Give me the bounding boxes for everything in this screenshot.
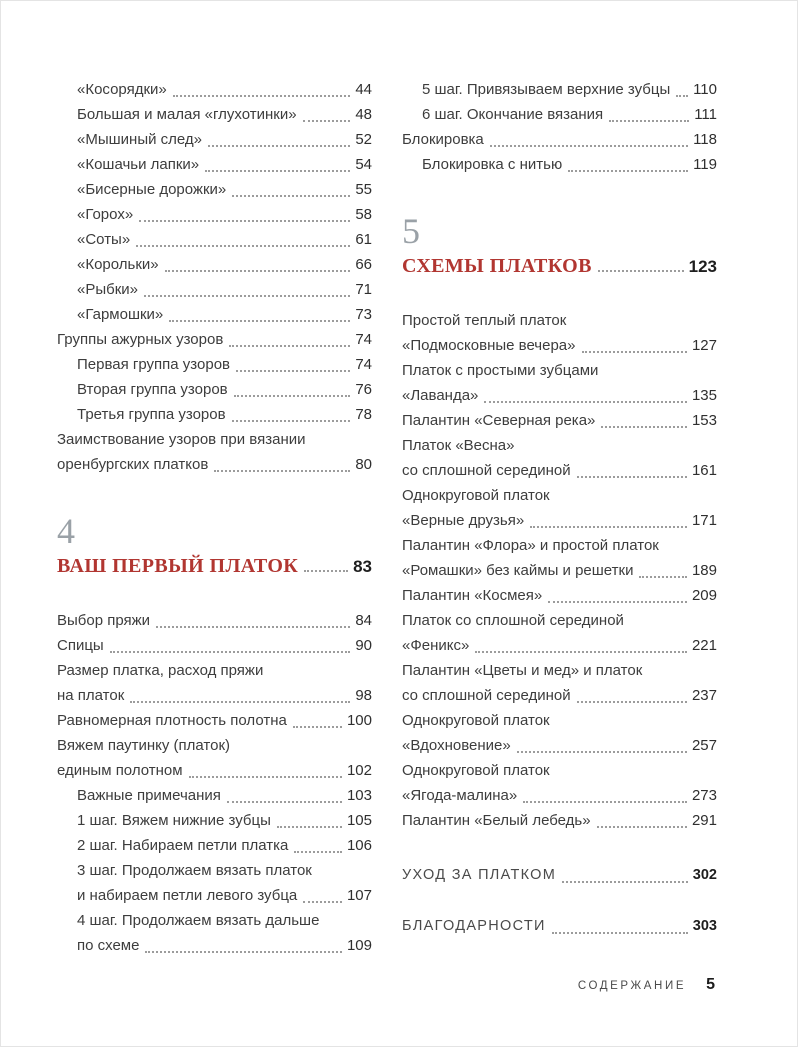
dot-leader (601, 426, 687, 428)
dot-leader (130, 701, 350, 703)
toc-entry-text: «Кошачьи лапки» (77, 156, 200, 173)
toc-entry-text: Спицы (57, 637, 104, 654)
toc-page-number: 58 (355, 206, 372, 223)
toc-entry-lastline (77, 77, 372, 102)
toc-entry-lastline (402, 583, 717, 608)
toc-entry-text: Блокировка (402, 131, 484, 148)
section-title-row (402, 255, 717, 278)
dot-leader (490, 145, 688, 147)
toc-entry (57, 708, 372, 733)
toc-entry-text: Платок с простыми зубцами (402, 362, 599, 379)
toc-entry (57, 808, 372, 833)
toc-entry-text: Платок «Весна» (402, 437, 515, 454)
toc-entry (402, 77, 717, 102)
section-number: 5 (402, 211, 420, 251)
dot-leader (234, 395, 351, 397)
toc-entry-text: Группы ажурных узоров (57, 331, 224, 348)
toc-entry-lastline (402, 508, 717, 533)
toc-entry-lastline (57, 633, 372, 658)
dot-leader (214, 470, 350, 472)
toc-entry-lastline (402, 633, 717, 658)
toc-entry-text: Однокруговой платок (402, 487, 550, 504)
toc-page-number: 161 (691, 462, 717, 479)
dot-leader (293, 726, 342, 728)
toc-page-number: 209 (691, 587, 717, 604)
toc-entry-text: 2 шаг. Набираем петли платка (77, 837, 289, 854)
toc-page-number: 80 (355, 456, 372, 473)
toc-page-number: 66 (355, 256, 372, 273)
toc-page-number: 119 (693, 156, 717, 173)
toc-page-number: 153 (691, 412, 717, 429)
toc-page-number: 100 (346, 712, 372, 729)
toc-entry-lastline (77, 127, 372, 152)
toc-entry (402, 408, 717, 433)
toc-entry-text: оренбургских платков (57, 456, 209, 473)
toc-page-number: 52 (355, 131, 372, 148)
dot-leader (208, 145, 350, 147)
toc-page-number: 98 (355, 687, 372, 704)
toc-entry (57, 202, 372, 227)
toc-entry-lastline (77, 352, 372, 377)
toc-page-number: 48 (355, 106, 372, 123)
toc-page-number: 61 (355, 231, 372, 248)
toc-entry (57, 227, 372, 252)
toc-entry-text: Важные примечания (77, 787, 221, 804)
toc-entry-lastline (77, 933, 372, 958)
toc-entry-text: Палантин «Белый лебедь» (402, 812, 591, 829)
toc-page-number: 103 (346, 787, 372, 804)
toc-entry (402, 658, 717, 708)
toc-entry-text: УХОД ЗА ПЛАТКОМ (402, 867, 557, 883)
toc-entry (57, 302, 372, 327)
toc-entry (402, 608, 717, 658)
toc-entry (57, 908, 372, 958)
toc-entry-text: Однокруговой платок (402, 762, 550, 779)
dot-leader (577, 701, 687, 703)
toc-entry-lastline (77, 402, 372, 427)
toc-entry-text: 3 шаг. Продолжаем вязать платок (77, 862, 312, 879)
toc-entry-lastline (77, 202, 372, 227)
toc-entry-text: Палантин «Космея» (402, 587, 543, 604)
dot-leader (169, 320, 350, 322)
toc-entry-text: «Подмосковные вечера» (402, 337, 576, 354)
dot-leader (294, 851, 342, 853)
toc-entry-text: «Косорядки» (77, 81, 167, 98)
toc-entry-lastline (402, 914, 717, 939)
toc-entry-text: Вяжем паутинку (платок) (57, 737, 231, 754)
toc-entry-lastline (77, 377, 372, 402)
toc-entry-text: Вторая группа узоров (77, 381, 228, 398)
toc-page-number: 127 (691, 337, 717, 354)
toc-entry-lastline (402, 733, 717, 758)
dot-leader (110, 651, 351, 653)
dot-leader (568, 170, 688, 172)
dot-leader (304, 570, 348, 572)
toc-columns (1, 1, 797, 958)
dot-leader (227, 801, 342, 803)
toc-entry (57, 177, 372, 202)
toc-page-number: 107 (346, 887, 372, 904)
dot-leader (598, 270, 684, 272)
toc-entry (57, 277, 372, 302)
toc-entry (402, 583, 717, 608)
footer-page-number: 5 (706, 976, 715, 993)
toc-entry (402, 102, 717, 127)
toc-entry-lastline (57, 608, 372, 633)
toc-entry-lastline (77, 102, 372, 127)
toc-entry-text: Палантин «Цветы и мед» и платок (402, 662, 643, 679)
toc-entry-lastline (57, 708, 372, 733)
section-title: ВАШ ПЕРВЫЙ ПЛАТОК (57, 555, 299, 577)
toc-entry (402, 708, 717, 758)
toc-entry-text: 1 шаг. Вяжем нижние зубцы (77, 812, 271, 829)
toc-entry-lastline (77, 227, 372, 252)
toc-entry-text: 5 шаг. Привязываем верхние зубцы (422, 81, 671, 98)
dot-leader (145, 951, 342, 953)
page-footer (578, 976, 715, 994)
toc-entry-text: «Горох» (77, 206, 134, 223)
toc-entry-lastline (77, 152, 372, 177)
dot-leader (165, 270, 351, 272)
toc-entry-lastline (57, 758, 372, 783)
toc-page-number: 106 (346, 837, 372, 854)
toc-entry-lastline (402, 383, 717, 408)
toc-entry-text: «Ягода-малина» (402, 787, 518, 804)
toc-entry-lastline (402, 863, 717, 888)
toc-page-number: 302 (692, 867, 717, 883)
toc-page-number: 74 (355, 356, 372, 373)
toc-page-number: 54 (355, 156, 372, 173)
dot-leader (484, 401, 687, 403)
section-header (57, 511, 372, 578)
toc-entry-text: «Верные друзья» (402, 512, 525, 529)
toc-page-number: 78 (355, 406, 372, 423)
toc-entry (57, 377, 372, 402)
dot-leader (676, 95, 688, 97)
toc-entry-text: Размер платка, расход пряжи (57, 662, 264, 679)
toc-page-number: 135 (691, 387, 717, 404)
toc-entry-text: по схеме (77, 937, 140, 954)
toc-entry (402, 152, 717, 177)
section-page-number: 123 (688, 257, 717, 276)
dot-leader (577, 476, 687, 478)
toc-entry (57, 658, 372, 708)
toc-entry (57, 733, 372, 783)
dot-leader (189, 776, 342, 778)
toc-entry (57, 858, 372, 908)
toc-entry-text: со сплошной серединой (402, 462, 571, 479)
toc-entry (57, 427, 372, 477)
toc-entry (402, 127, 717, 152)
toc-page-number: 71 (355, 281, 372, 298)
toc-entry-text: «Вдохновение» (402, 737, 511, 754)
toc-entry (402, 433, 717, 483)
toc-entry-lastline (402, 127, 717, 152)
toc-entry-text: Блокировка с нитью (422, 156, 563, 173)
toc-entry-lastline (57, 452, 372, 477)
toc-page-number: 110 (693, 81, 717, 98)
toc-entry (402, 483, 717, 533)
toc-entry (57, 102, 372, 127)
dot-leader (562, 881, 688, 883)
dot-leader (639, 576, 687, 578)
dot-leader (229, 345, 350, 347)
toc-entry-lastline (77, 883, 372, 908)
toc-entry-text: Равномерная плотность полотна (57, 712, 287, 729)
toc-page-number: 221 (691, 637, 717, 654)
dot-leader (139, 220, 350, 222)
toc-page-number: 105 (346, 812, 372, 829)
toc-page-number: 273 (691, 787, 717, 804)
toc-entry-lastline (402, 558, 717, 583)
toc-entry-lastline (57, 683, 372, 708)
toc-entry-text: «Ромашки» без каймы и решетки (402, 562, 634, 579)
toc-entry-lastline (402, 408, 717, 433)
toc-page-number: 111 (694, 106, 717, 123)
toc-entry-text: Простой теплый платок (402, 312, 567, 329)
toc-page-number: 74 (355, 331, 372, 348)
dot-leader (144, 295, 350, 297)
toc-entry (57, 352, 372, 377)
toc-entry (402, 914, 717, 939)
dot-leader (303, 901, 342, 903)
toc-entry-lastline (422, 152, 717, 177)
dot-leader (523, 801, 687, 803)
section-title: СХЕМЫ ПЛАТКОВ (402, 255, 592, 277)
toc-entry-lastline (57, 327, 372, 352)
dot-leader (232, 420, 351, 422)
toc-page-number: 291 (691, 812, 717, 829)
dot-leader (173, 95, 351, 97)
dot-leader (232, 195, 350, 197)
toc-entry-lastline (402, 333, 717, 358)
toc-entry-text: «Корольки» (77, 256, 159, 273)
toc-page-number: 73 (355, 306, 372, 323)
footer-section-label: СОДЕРЖАНИЕ (577, 980, 687, 992)
toc-entry-lastline (77, 833, 372, 858)
toc-entry-text: и набираем петли левого зубца (77, 887, 298, 904)
toc-entry (402, 533, 717, 583)
toc-page-number: 90 (355, 637, 372, 654)
toc-entry-lastline (422, 77, 717, 102)
toc-entry-lastline (422, 102, 717, 127)
toc-entry (57, 783, 372, 808)
toc-entry-text: «Лаванда» (402, 387, 479, 404)
toc-entry-lastline (77, 177, 372, 202)
section-number: 4 (57, 511, 75, 551)
toc-entry (57, 252, 372, 277)
toc-entry-text: Палантин «Северная река» (402, 412, 596, 429)
toc-entry (402, 758, 717, 808)
dot-leader (205, 170, 350, 172)
toc-page-number: 44 (355, 81, 372, 98)
toc-entry-lastline (77, 783, 372, 808)
toc-entry-text: Третья группа узоров (77, 406, 226, 423)
toc-page-number: 76 (355, 381, 372, 398)
dot-leader (582, 351, 687, 353)
dot-leader (136, 245, 350, 247)
toc-entry-lastline (402, 808, 717, 833)
toc-entry-text: единым полотном (57, 762, 183, 779)
toc-entry-text: Палантин «Флора» и простой платок (402, 537, 659, 554)
toc-entry (402, 863, 717, 888)
toc-entry-text: Первая группа узоров (77, 356, 231, 373)
dot-leader (552, 932, 688, 934)
toc-entry-lastline (77, 302, 372, 327)
toc-entry-text: «Мышиный след» (77, 131, 203, 148)
toc-entry (57, 402, 372, 427)
toc-entry-text: «Рыбки» (77, 281, 139, 298)
dot-leader (517, 751, 687, 753)
toc-page-number: 109 (346, 937, 372, 954)
toc-entry (57, 127, 372, 152)
toc-page-number: 303 (692, 918, 717, 934)
toc-entry-text: Выбор пряжи (57, 612, 151, 629)
dot-leader (597, 826, 687, 828)
toc-page-number: 84 (355, 612, 372, 629)
toc-entry-text: Платок со сплошной серединой (402, 612, 624, 629)
section-header (402, 211, 717, 278)
toc-entry (57, 608, 372, 633)
dot-leader (475, 651, 687, 653)
toc-entry-text: 4 шаг. Продолжаем вязать дальше (77, 912, 320, 929)
toc-entry-text: Большая и малая «глухотинки» (77, 106, 297, 123)
toc-entry (57, 77, 372, 102)
toc-entry (57, 633, 372, 658)
toc-page-number: 55 (355, 181, 372, 198)
toc-entry-text: «Феникс» (402, 637, 470, 654)
toc-entry-lastline (77, 808, 372, 833)
toc-entry-text: «Бисерные дорожки» (77, 181, 227, 198)
toc-page-number: 102 (346, 762, 372, 779)
toc-entry-lastline (77, 252, 372, 277)
dot-leader (277, 826, 342, 828)
toc-entry-lastline (402, 783, 717, 808)
toc-entry (57, 327, 372, 352)
toc-entry (402, 358, 717, 408)
toc-entry (402, 308, 717, 358)
toc-entry-text: на платок (57, 687, 125, 704)
dot-leader (548, 601, 687, 603)
dot-leader (156, 626, 350, 628)
toc-entry-lastline (402, 458, 717, 483)
toc-entry-text: Однокруговой платок (402, 712, 550, 729)
dot-leader (530, 526, 687, 528)
dot-leader (303, 120, 351, 122)
toc-page-number: 257 (691, 737, 717, 754)
toc-entry-text: «Гармошки» (77, 306, 164, 323)
toc-page-number: 171 (691, 512, 717, 529)
toc-entry (57, 152, 372, 177)
dot-leader (236, 370, 350, 372)
toc-entry (402, 808, 717, 833)
section-page-number: 83 (353, 557, 372, 576)
toc-entry (57, 833, 372, 858)
toc-entry-text: Заимствование узоров при вязании (57, 431, 306, 448)
toc-entry-text: 6 шаг. Окончание вязания (422, 106, 604, 123)
toc-entry-lastline (77, 277, 372, 302)
toc-column-left (57, 77, 372, 958)
section-title-row (57, 555, 372, 578)
dot-leader (609, 120, 689, 122)
toc-entry-text: со сплошной серединой (402, 687, 571, 704)
toc-entry-text: «Соты» (77, 231, 131, 248)
toc-page-number: 118 (693, 131, 717, 148)
toc-page-number: 237 (691, 687, 717, 704)
toc-column-right (402, 77, 717, 958)
toc-entry-lastline (402, 683, 717, 708)
toc-entry-text: БЛАГОДАРНОСТИ (402, 918, 546, 934)
toc-page-number: 189 (691, 562, 717, 579)
